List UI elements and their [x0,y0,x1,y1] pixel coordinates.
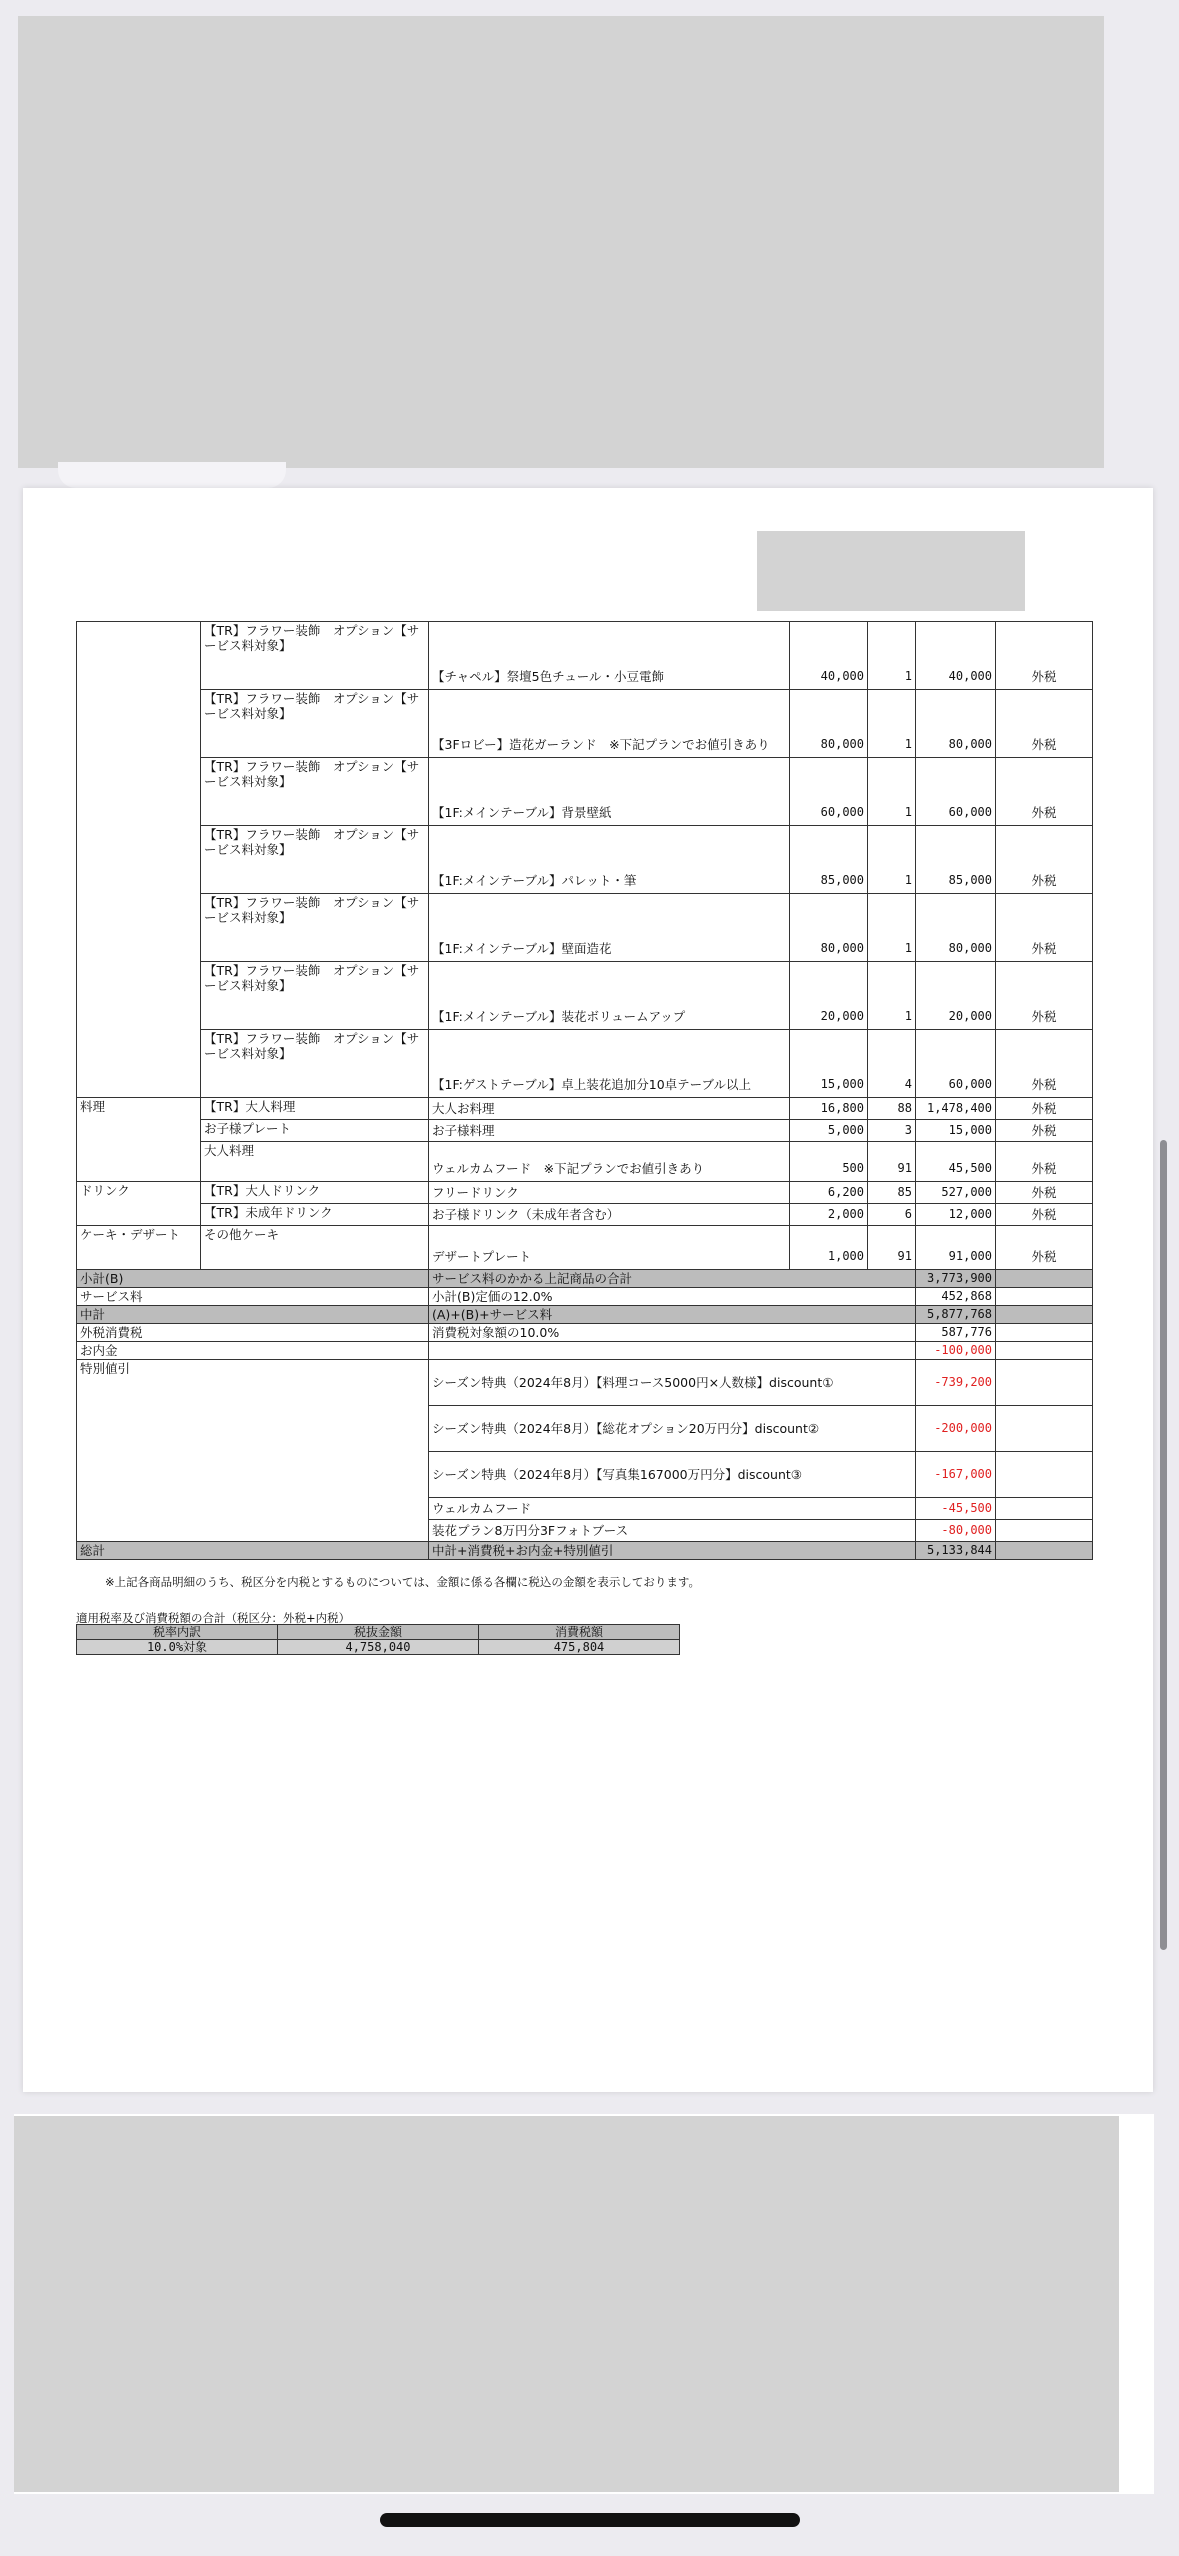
total-desc-cell: (A)+(B)+サービス料 [429,1306,916,1324]
item-cell: お子様料理 [429,1120,790,1142]
item-cell: デザートプレート [429,1226,790,1270]
summary-base: 4,758,040 [278,1640,479,1655]
discount-label-cell: 特別値引 [77,1360,429,1542]
summary-header-rate: 税率内訳 [77,1625,278,1640]
redacted-stamp-area [757,531,1025,611]
document-page [23,488,1153,2092]
discount-amount-cell: -167,000 [916,1452,996,1498]
discount-empty-cell [996,1360,1093,1406]
quantity-cell: 4 [868,1030,916,1098]
amount-cell: 80,000 [916,690,996,758]
summary-tax: 475,804 [479,1640,680,1655]
total-label-cell: サービス料 [77,1288,429,1306]
unit-price-cell: 80,000 [790,894,868,962]
category-drink: ドリンク [77,1182,201,1226]
unit-price-cell: 500 [790,1142,868,1182]
item-cell: お子様ドリンク（未成年者含む） [429,1204,790,1226]
tax-summary-title: 適用税率及び消費税額の合計（税区分：外税+内税） [76,1611,351,1625]
discount-desc-cell: 装花プラン8万円分3Fフォトブース [429,1520,916,1542]
tax-type-cell: 外税 [996,1142,1093,1182]
summary-header-tax: 消費税額 [479,1625,680,1640]
unit-price-cell: 6,200 [790,1182,868,1204]
discount-desc-cell: シーズン特典（2024年8月）【写真集167000万円分】discount③ [429,1452,916,1498]
tax-type-cell: 外税 [996,1182,1093,1204]
item-cell: 【1F:メインテーブル】装花ボリュームアップ [429,962,790,1030]
discount-amount-cell: -200,000 [916,1406,996,1452]
table-row [77,1226,1093,1270]
total-amount-cell: 3,773,900 [916,1270,996,1288]
table-row [77,1324,1093,1342]
table-row [77,1098,1093,1120]
unit-price-cell: 85,000 [790,826,868,894]
unit-price-cell: 80,000 [790,690,868,758]
table-row [77,1120,1093,1142]
quantity-cell: 91 [868,1226,916,1270]
summary-header-base: 税抜金額 [278,1625,479,1640]
discount-empty-cell [996,1406,1093,1452]
category-food: 料理 [77,1098,201,1182]
table-row [77,962,1093,1030]
tax-type-cell: 外税 [996,894,1093,962]
table-row [77,1204,1093,1226]
unit-price-cell: 60,000 [790,758,868,826]
total-empty-cell [996,1542,1093,1560]
page-tab-edge [58,462,286,488]
table-row [77,1360,1093,1406]
amount-cell: 80,000 [916,894,996,962]
amount-cell: 20,000 [916,962,996,1030]
tax-type-cell: 外税 [996,826,1093,894]
amount-cell: 91,000 [916,1226,996,1270]
table-row [77,1342,1093,1360]
tax-type-cell: 外税 [996,622,1093,690]
subcategory-cell: 【TR】フラワー装飾 オプション【サービス料対象】 [201,1030,429,1098]
category-cell [77,622,201,1098]
quantity-cell: 1 [868,894,916,962]
subcategory-cell: 【TR】大人料理 [201,1098,429,1120]
table-row [77,894,1093,962]
total-desc-cell: 消費税対象額の10.0% [429,1324,916,1342]
unit-price-cell: 16,800 [790,1098,868,1120]
quantity-cell: 1 [868,758,916,826]
category-cake: ケーキ・デザート [77,1226,201,1270]
subcategory-cell: 大人料理 [201,1142,429,1182]
discount-desc-cell: シーズン特典（2024年8月）【総花オプション20万円分】discount② [429,1406,916,1452]
item-cell: 【1F:メインテーブル】パレット・筆 [429,826,790,894]
quantity-cell: 6 [868,1204,916,1226]
quantity-cell: 1 [868,826,916,894]
subcategory-cell: 【TR】大人ドリンク [201,1182,429,1204]
discount-amount-cell: -45,500 [916,1498,996,1520]
table-row [77,758,1093,826]
table-row [77,1182,1093,1204]
tax-type-cell: 外税 [996,1098,1093,1120]
redacted-header-block [18,16,1104,468]
item-cell: 大人お料理 [429,1098,790,1120]
table-row [77,1542,1093,1560]
subcategory-cell: 【TR】フラワー装飾 オプション【サービス料対象】 [201,826,429,894]
quantity-cell: 91 [868,1142,916,1182]
amount-cell: 45,500 [916,1142,996,1182]
quantity-cell: 85 [868,1182,916,1204]
total-desc-cell: サービス料のかかる上記商品の合計 [429,1270,916,1288]
subcategory-cell: 【TR】フラワー装飾 オプション【サービス料対象】 [201,758,429,826]
total-amount-cell: 587,776 [916,1324,996,1342]
item-cell: フリードリンク [429,1182,790,1204]
item-cell: ウェルカムフード ※下記プランでお値引きあり [429,1142,790,1182]
table-row [77,1288,1093,1306]
tax-type-cell: 外税 [996,690,1093,758]
tax-note: ※上記各商品明細のうち、税区分を内税とするものについては、金額に係る各欄に税込の金額を表示しております。 [105,1575,700,1589]
discount-desc-cell: シーズン特典（2024年8月）【料理コース5000円×人数様】discount① [429,1360,916,1406]
table-row [77,1030,1093,1098]
total-label-cell: 小計(B) [77,1270,429,1288]
total-empty-cell [996,1324,1093,1342]
quantity-cell: 1 [868,690,916,758]
tax-type-cell: 外税 [996,962,1093,1030]
unit-price-cell: 40,000 [790,622,868,690]
item-cell: 【3Fロビー】造花ガーランド ※下記プランでお値引きあり [429,690,790,758]
amount-cell: 40,000 [916,622,996,690]
unit-price-cell: 5,000 [790,1120,868,1142]
home-indicator[interactable] [380,2513,800,2527]
tax-summary-table [76,1624,680,1655]
total-amount-cell: 5,133,844 [916,1542,996,1560]
table-row [77,690,1093,758]
quantity-cell: 88 [868,1098,916,1120]
total-empty-cell [996,1306,1093,1324]
scrollbar[interactable] [1160,1140,1167,1950]
table-row [77,622,1093,690]
item-cell: 【1F:メインテーブル】背景壁紙 [429,758,790,826]
table-row [77,1306,1093,1324]
summary-rate: 10.0%対象 [77,1640,278,1655]
total-desc-cell: 小計(B)定価の12.0% [429,1288,916,1306]
total-desc-cell [429,1342,916,1360]
total-amount-cell: -100,000 [916,1342,996,1360]
table-row [77,826,1093,894]
unit-price-cell: 15,000 [790,1030,868,1098]
discount-desc-cell: ウェルカムフード [429,1498,916,1520]
amount-cell: 85,000 [916,826,996,894]
total-label-cell: 中計 [77,1306,429,1324]
amount-cell: 15,000 [916,1120,996,1142]
table-row [77,1142,1093,1182]
total-empty-cell [996,1342,1093,1360]
amount-cell: 12,000 [916,1204,996,1226]
table-row [77,1270,1093,1288]
tax-type-cell: 外税 [996,1120,1093,1142]
total-label-cell: お内金 [77,1342,429,1360]
total-empty-cell [996,1270,1093,1288]
subcategory-cell: 【TR】フラワー装飾 オプション【サービス料対象】 [201,894,429,962]
subcategory-cell: 【TR】フラワー装飾 オプション【サービス料対象】 [201,690,429,758]
discount-empty-cell [996,1520,1093,1542]
tax-type-cell: 外税 [996,1030,1093,1098]
unit-price-cell: 20,000 [790,962,868,1030]
amount-cell: 527,000 [916,1182,996,1204]
subcategory-cell: 【TR】フラワー装飾 オプション【サービス料対象】 [201,962,429,1030]
subcategory-cell: お子様プレート [201,1120,429,1142]
discount-empty-cell [996,1452,1093,1498]
unit-price-cell: 2,000 [790,1204,868,1226]
quantity-cell: 1 [868,622,916,690]
total-label-cell: 外税消費税 [77,1324,429,1342]
item-cell: 【1F:メインテーブル】壁面造花 [429,894,790,962]
tax-type-cell: 外税 [996,758,1093,826]
quantity-cell: 1 [868,962,916,1030]
item-cell: 【1F:ゲストテーブル】卓上装花追加分10卓テーブル以上 [429,1030,790,1098]
amount-cell: 60,000 [916,1030,996,1098]
total-amount-cell: 452,868 [916,1288,996,1306]
total-desc-cell: 中計+消費税+お内金+特別値引 [429,1542,916,1560]
amount-cell: 1,478,400 [916,1098,996,1120]
discount-empty-cell [996,1498,1093,1520]
tax-type-cell: 外税 [996,1204,1093,1226]
tax-type-cell: 外税 [996,1226,1093,1270]
amount-cell: 60,000 [916,758,996,826]
invoice-table [76,621,1093,1560]
discount-amount-cell: -80,000 [916,1520,996,1542]
quantity-cell: 3 [868,1120,916,1142]
total-label-cell: 総計 [77,1542,429,1560]
total-amount-cell: 5,877,768 [916,1306,996,1324]
discount-amount-cell: -739,200 [916,1360,996,1406]
subcategory-cell: 【TR】未成年ドリンク [201,1204,429,1226]
redacted-next-page [14,2116,1119,2492]
subcategory-cell: その他ケーキ [201,1226,429,1270]
next-page [14,2114,1154,2494]
item-cell: 【チャペル】祭壇5色チュール・小豆電飾 [429,622,790,690]
unit-price-cell: 1,000 [790,1226,868,1270]
total-empty-cell [996,1288,1093,1306]
subcategory-cell: 【TR】フラワー装飾 オプション【サービス料対象】 [201,622,429,690]
